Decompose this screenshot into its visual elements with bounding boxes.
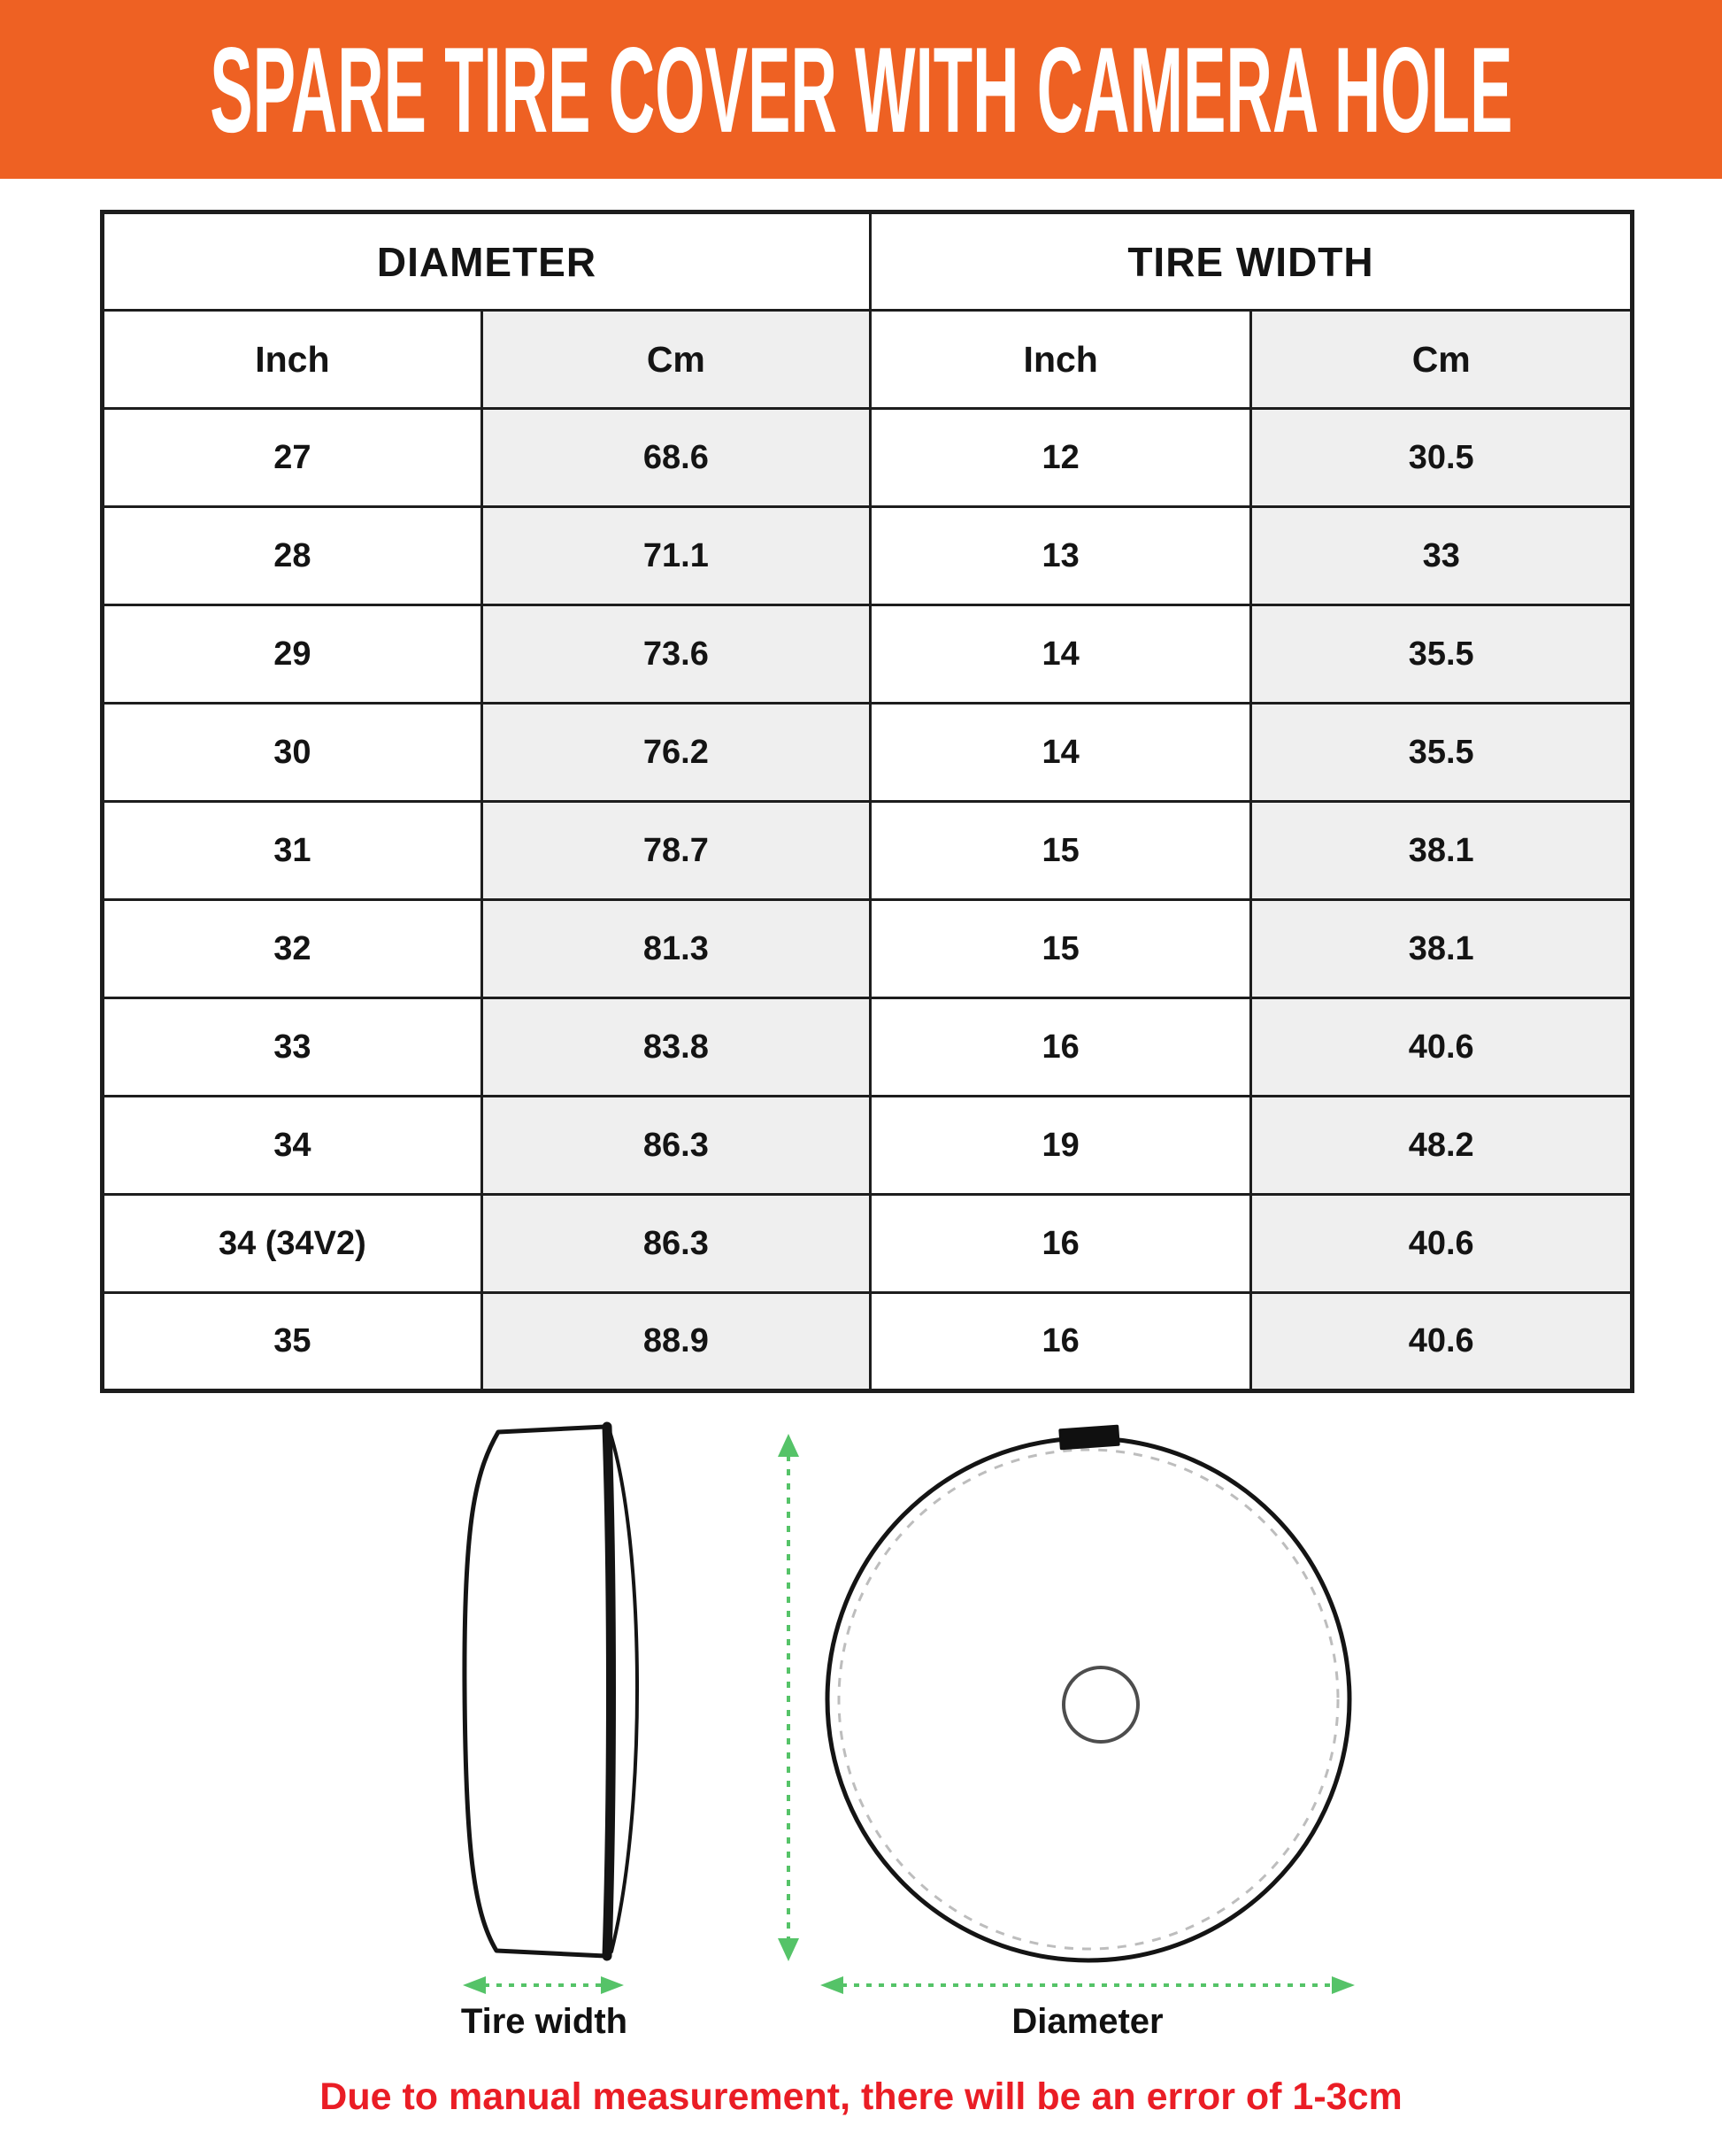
tirewidth-inch-cell: 16 [870, 1195, 1251, 1293]
hanger-tab [1058, 1425, 1120, 1451]
tirewidth-cm-cell: 35.5 [1251, 704, 1633, 802]
tirewidth-cm-cell: 30.5 [1251, 409, 1633, 507]
tirewidth-cm-cell: 38.1 [1251, 802, 1633, 900]
tirewidth-cm-cell: 40.6 [1251, 998, 1633, 1097]
table-row [103, 507, 1633, 605]
tirewidth-cm-cell: 40.6 [1251, 1293, 1633, 1391]
diameter-cm-cell: 68.6 [481, 409, 870, 507]
table-row [103, 802, 1633, 900]
tirewidth-inch-cell: 19 [870, 1097, 1251, 1195]
diameter-inch-cell: 34 [103, 1097, 482, 1195]
subheader-tirewidth-inch: Inch [870, 311, 1251, 409]
diagram-section [0, 1390, 1722, 2156]
header-banner [0, 0, 1722, 179]
table-row [103, 704, 1633, 802]
subheader-row [103, 311, 1633, 409]
tirewidth-inch-cell: 16 [870, 1293, 1251, 1391]
table-row [103, 409, 1633, 507]
tirewidth-inch-cell: 13 [870, 507, 1251, 605]
diameter-horizontal-arrow [819, 1974, 1357, 1997]
group-header-tire-width: TIRE WIDTH [870, 212, 1632, 311]
diameter-inch-cell: 30 [103, 704, 482, 802]
tirewidth-inch-cell: 15 [870, 900, 1251, 998]
diameter-cm-cell: 81.3 [481, 900, 870, 998]
diameter-cm-cell: 88.9 [481, 1293, 870, 1391]
diameter-inch-cell: 35 [103, 1293, 482, 1391]
table-row [103, 1195, 1633, 1293]
diameter-inch-cell: 34 (34V2) [103, 1195, 482, 1293]
diameter-label: Diameter [1011, 2002, 1164, 2041]
tirewidth-cm-cell: 48.2 [1251, 1097, 1633, 1195]
subheader-tirewidth-cm: Cm [1251, 311, 1633, 409]
tirewidth-inch-cell: 14 [870, 704, 1251, 802]
tirewidth-inch-cell: 16 [870, 998, 1251, 1097]
diameter-cm-cell: 83.8 [481, 998, 870, 1097]
diameter-cm-cell: 76.2 [481, 704, 870, 802]
diameter-cm-cell: 73.6 [481, 605, 870, 704]
tire-front-view-drawing [799, 1407, 1379, 1987]
size-table [100, 210, 1634, 1393]
diameter-inch-cell: 28 [103, 507, 482, 605]
camera-hole [1064, 1667, 1138, 1742]
tire-side-view-drawing [456, 1421, 664, 1962]
group-header-row [103, 212, 1633, 311]
subheader-diameter-cm: Cm [481, 311, 870, 409]
diameter-inch-cell: 31 [103, 802, 482, 900]
tire-width-arrow [461, 1974, 626, 1997]
measurement-error-note: Due to manual measurement, there will be an error of 1-3cm [319, 2075, 1403, 2118]
page-title: SPARE TIRE COVER WITH CAMERA HOLE [209, 21, 1513, 158]
diameter-inch-cell: 29 [103, 605, 482, 704]
tirewidth-cm-cell: 38.1 [1251, 900, 1633, 998]
diameter-cm-cell: 71.1 [481, 507, 870, 605]
table-row [103, 605, 1633, 704]
table-row [103, 900, 1633, 998]
diameter-cm-cell: 78.7 [481, 802, 870, 900]
tirewidth-cm-cell: 33 [1251, 507, 1633, 605]
group-header-diameter: DIAMETER [103, 212, 871, 311]
tirewidth-cm-cell: 35.5 [1251, 605, 1633, 704]
tirewidth-inch-cell: 12 [870, 409, 1251, 507]
diameter-cm-cell: 86.3 [481, 1097, 870, 1195]
table-body [103, 409, 1633, 1391]
diameter-inch-cell: 33 [103, 998, 482, 1097]
table-row [103, 1293, 1633, 1391]
tirewidth-inch-cell: 14 [870, 605, 1251, 704]
diameter-inch-cell: 27 [103, 409, 482, 507]
tire-width-label: Tire width [460, 2002, 628, 2041]
table-row [103, 1097, 1633, 1195]
table-row [103, 998, 1633, 1097]
diameter-inch-cell: 32 [103, 900, 482, 998]
diameter-cm-cell: 86.3 [481, 1195, 870, 1293]
subheader-diameter-inch: Inch [103, 311, 482, 409]
tirewidth-inch-cell: 15 [870, 802, 1251, 900]
tirewidth-cm-cell: 40.6 [1251, 1195, 1633, 1293]
